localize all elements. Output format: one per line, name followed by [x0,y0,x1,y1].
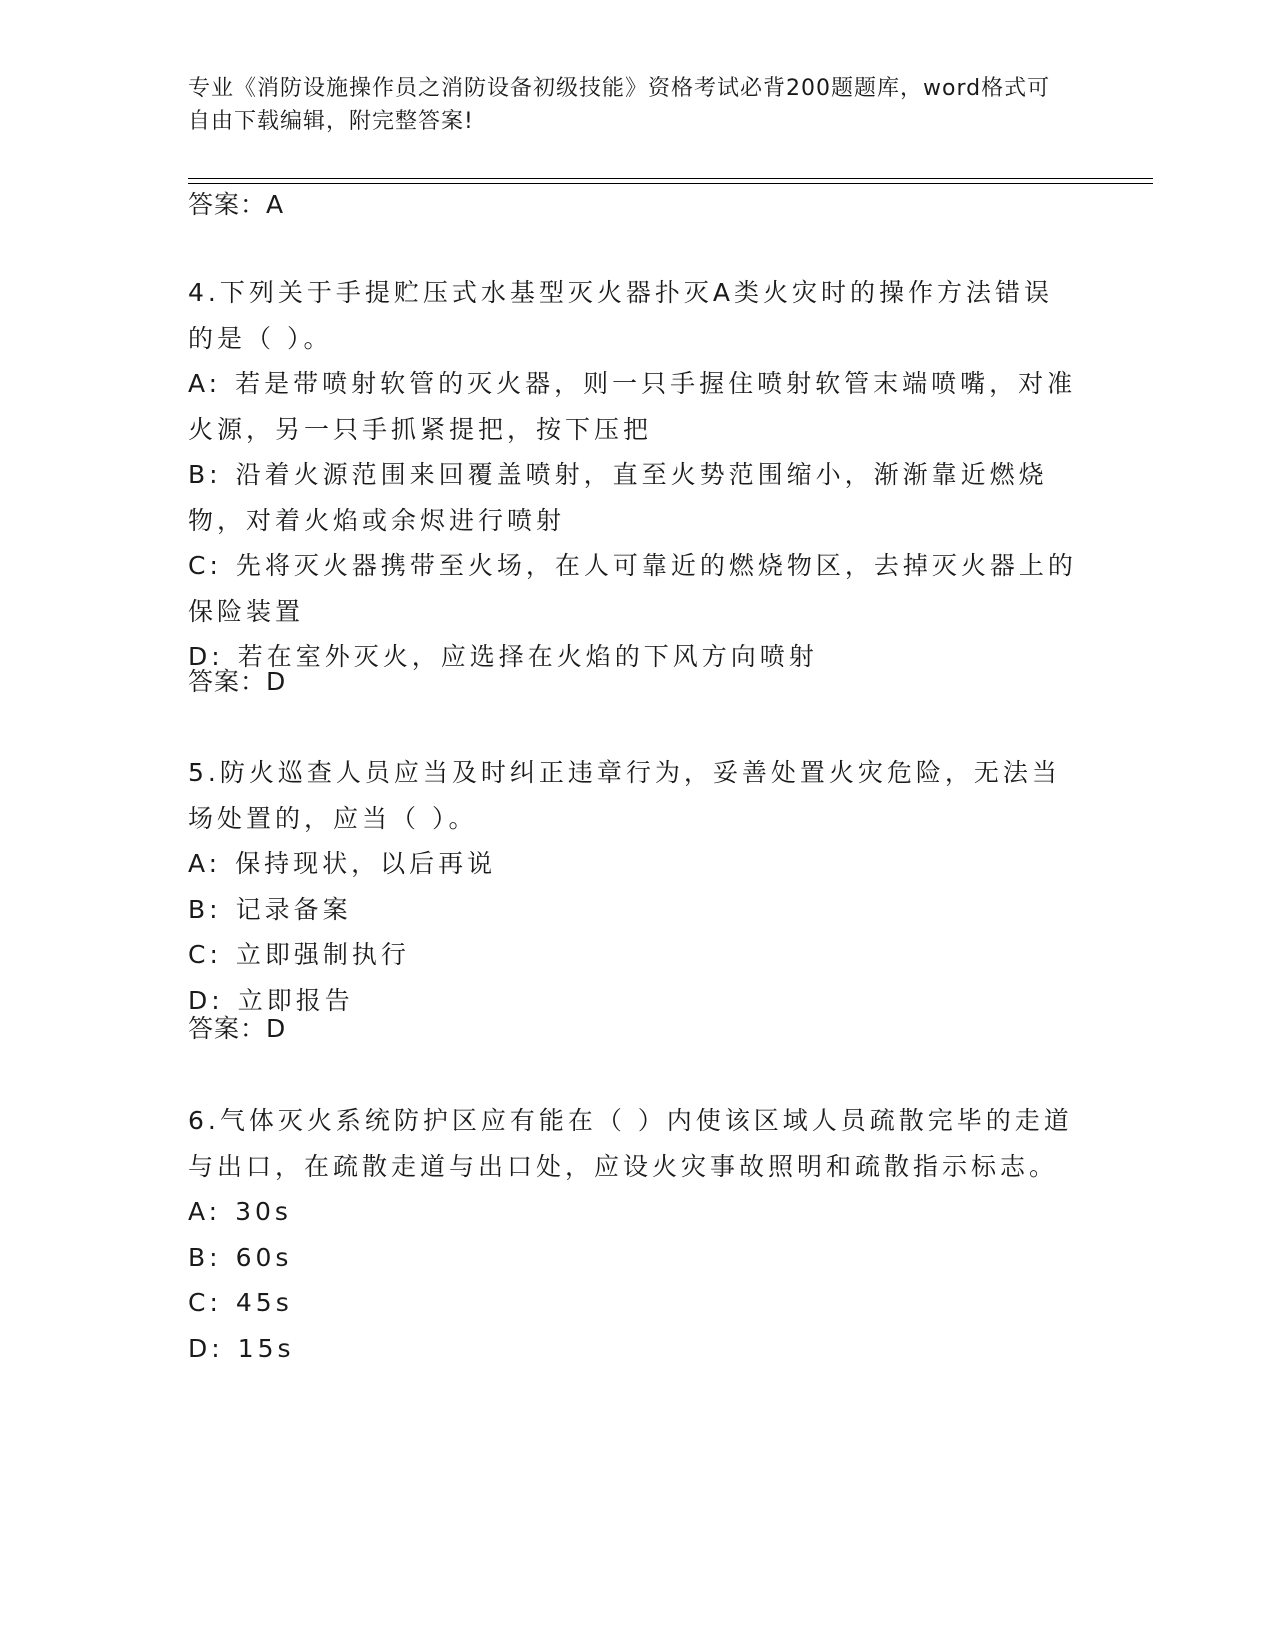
option-b: B: 沿着火源范围来回覆盖喷射，直至火势范围缩小，渐渐靠近燃烧物，对着火焰或余烬进行喷射 [188,460,1048,535]
option-a: A: 30s [188,1197,292,1226]
option-a: A: 保持现状，以后再说 [188,849,497,878]
answer-q5: 答案：D [188,1014,287,1043]
question-text: 4.下列关于手提贮压式水基型灭火器扑灭A类火灾时的操作方法错误的是（ ）。 [188,278,1053,353]
option-a: A: 若是带喷射软管的灭火器，则一只手握住喷射软管末端喷嘴，对准火源，另一只手抓紧提把，按下压把 [188,369,1077,444]
option-b: B: 记录备案 [188,894,352,924]
question-text: 5.防火巡查人员应当及时纠正违章行为，妥善处置火灾危险，无法当场处置的，应当（ ）。 [188,758,1061,833]
option-d: D: 立即报告 [188,985,354,1015]
option-c: C: 立即强制执行 [188,940,410,969]
question-text: 6.气体灭火系统防护区应有能在（ ）内使该区域人员疏散完毕的走道与出口，在疏散走道与出口处，应设火灾事故照明和疏散指示标志。 [188,1106,1073,1181]
question-5 [188,750,1078,1023]
question-6 [188,1098,1078,1371]
page-header: 专业《消防设施操作员之消防设备初级技能》资格考试必背200题题库，word格式可自由下载编辑，附完整答案! [188,76,1051,134]
answer-q4: 答案：D [188,667,287,696]
option-d: D: 若在室外灭火，应选择在火焰的下风方向喷射 [188,642,818,671]
option-c: C: 先将灭火器携带至火场，在人可靠近的燃烧物区，去掉灭火器上的保险装置 [188,551,1077,626]
option-b: B: 60s [188,1242,293,1272]
option-d: D: 15s [188,1333,295,1363]
question-4 [188,270,1078,680]
header-divider-top [188,178,1153,179]
header-divider-bottom [188,183,1153,184]
answer-q3: 答案：A [188,190,285,219]
option-c: C: 45s [188,1288,293,1317]
